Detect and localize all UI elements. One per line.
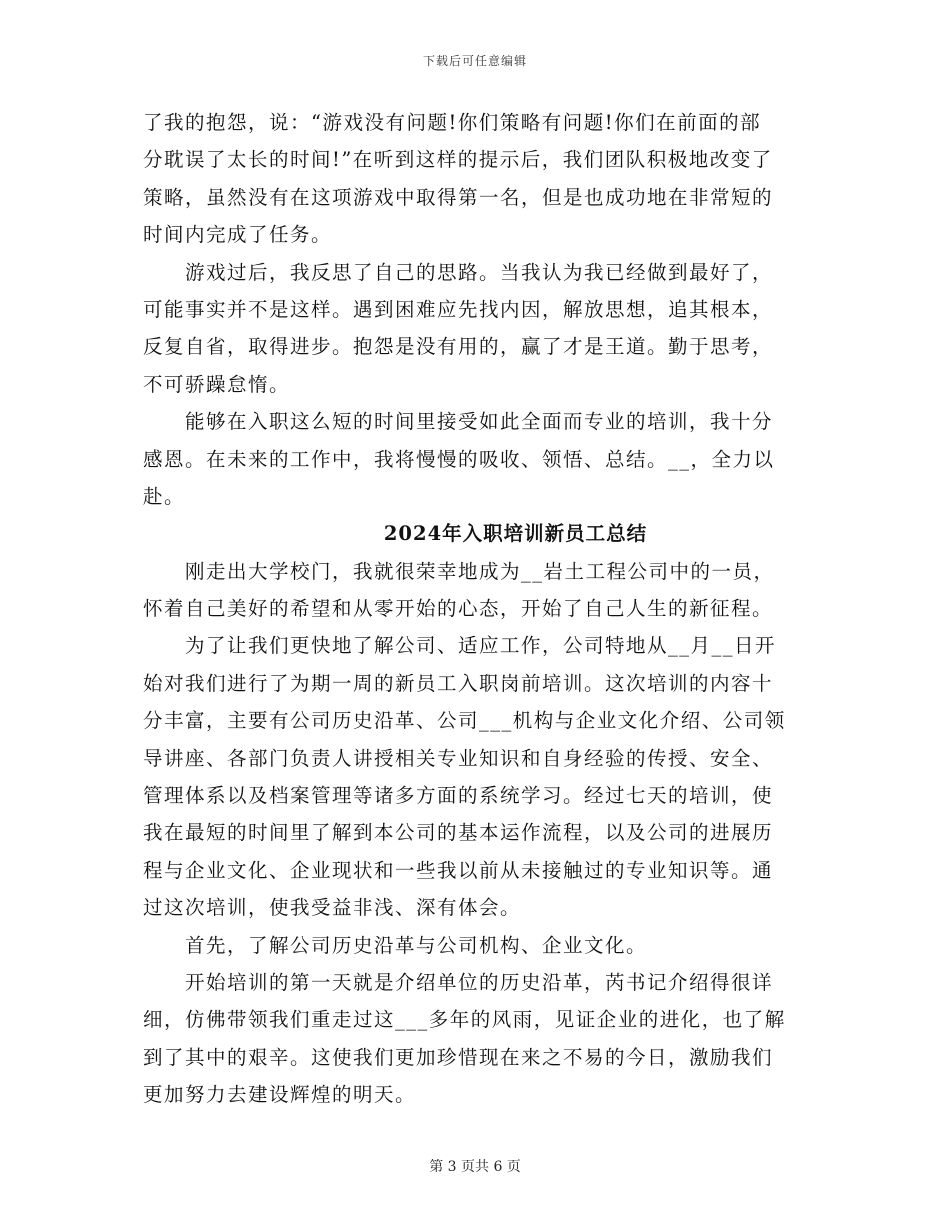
- text-line: 过这次培训，使我受益非浅、深有体会。: [143, 896, 522, 920]
- text-line: 了我的抱怨，说：“游戏没有问题!你们策略有问题!你们在前面的部: [143, 111, 762, 134]
- text-line: 能够在入职这么短的时间里接受如此全面而专业的培训，我十分: [143, 410, 774, 434]
- text-line: 策略，虽然没有在这项游戏中取得第一名，但是也成功地在非常短的: [143, 185, 774, 209]
- text-line: 到了其中的艰辛。这使我们更加珍惜现在来之不易的今日，激励我们: [143, 1045, 774, 1069]
- text-line: 首先，了解公司历史沿革与公司机构、企业文化。: [143, 933, 648, 957]
- page-footer: 第 3 页共 6 页: [429, 1159, 521, 1175]
- text-line: 程与企业文化、企业现状和一些我以前从未接触过的专业知识等。通: [143, 858, 774, 882]
- text-line: 我在最短的时间里了解到本公司的基本运作流程，以及公司的进展历: [143, 821, 774, 845]
- text-line: 分丰富，主要有公司历史沿革、公司___机构与企业文化介绍、公司领: [143, 709, 786, 733]
- text-line: 怀着自己美好的希望和从零开始的心态，开始了自己人生的新征程。: [143, 597, 774, 621]
- text-line: 不可骄躁怠惰。: [143, 372, 291, 396]
- text-line: 刚走出大学校门，我就很荣幸地成为__岩土工程公司中的一员，: [143, 559, 775, 583]
- text-line: 细，仿佛带领我们重走过这___多年的风雨，见证企业的进化，也了解: [143, 1008, 786, 1032]
- text-line: 开始培训的第一天就是介绍单位的历史沿革，芮书记介绍得很详: [143, 970, 774, 994]
- text-line: 导讲座、各部门负责人讲授相关专业知识和自身经验的传授、安全、: [143, 746, 774, 770]
- text-line: 反复自省，取得进步。抱怨是没有用的，赢了才是王道。勤于思考，: [143, 335, 774, 359]
- text-line: 更加努力去建设辉煌的明天。: [143, 1083, 417, 1107]
- text-line: 为了让我们更快地了解公司、适应工作，公司特地从__月__日开: [143, 634, 777, 658]
- document-body: [143, 104, 808, 1114]
- text-line: 时间内完成了任务。: [143, 223, 333, 247]
- text-line: 游戏过后，我反思了自己的思路。当我认为我已经做到最好了，: [143, 260, 774, 284]
- page-header: 下载后可任意编辑: [422, 54, 527, 68]
- text-line: 分耽误了太长的时间!”在听到这样的提示后，我们团队积极地改变了: [143, 148, 773, 172]
- text-line: 感恩。在未来的工作中，我将慢慢的吸收、领悟、总结。__，全力以: [143, 447, 775, 471]
- text-line: 管理体系以及档案管理等诸多方面的系统学习。经过七天的培训，使: [143, 784, 774, 808]
- section-title: 2024年入职培训新员工总结: [383, 522, 648, 546]
- text-line: 赴。: [143, 484, 186, 508]
- text-line: 可能事实并不是这样。遇到困难应先找内因，解放思想，追其根本，: [143, 297, 774, 321]
- text-line: 始对我们进行了为期一周的新员工入职岗前培训。这次培训的内容十: [143, 671, 774, 695]
